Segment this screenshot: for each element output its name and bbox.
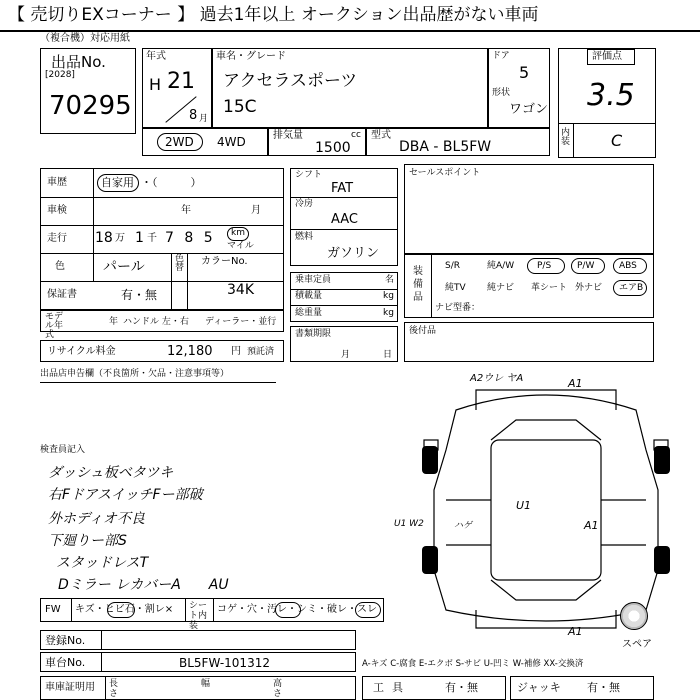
model-year-handle: ハンドル 左・右: [123, 317, 189, 327]
wheel: [422, 446, 438, 474]
seller-report-rule: [40, 382, 276, 383]
inspection-month: 月: [251, 205, 261, 216]
equipment-item: 外ナビ: [575, 283, 603, 293]
fw-row: [40, 598, 384, 631]
shift-value: FAT: [331, 181, 354, 196]
equipment-item: 純ナビ: [487, 283, 515, 293]
equipment-box: [404, 254, 654, 318]
diagram-mark: A1: [568, 625, 583, 638]
certificate-row: [40, 676, 356, 700]
mileage-man: 18: [95, 230, 113, 246]
lot-number: 70295: [49, 91, 132, 121]
doc-expiry-month: 月: [341, 350, 351, 360]
certificate-label: 車庫証明用: [45, 682, 95, 693]
spare-tire-icon: [620, 602, 648, 630]
post-install-label: 後付品: [409, 326, 437, 336]
mileage-thousand-unit: 千: [147, 233, 157, 244]
displacement-label: 排気量: [273, 130, 303, 141]
info-table: [40, 168, 284, 310]
row-line: [291, 289, 397, 290]
fw-label: FW: [45, 604, 61, 615]
tools-label: 工具: [373, 681, 411, 694]
tools-row: [362, 676, 506, 700]
diagram-mark: U1 W2: [394, 519, 424, 529]
interior-label: 内装: [561, 128, 571, 147]
row-line: [41, 253, 283, 254]
interior-divider: [573, 123, 574, 158]
trunk: [476, 610, 616, 628]
col-line: [71, 599, 72, 621]
doc-expiry-label: 書類期限: [295, 329, 332, 339]
col-line: [101, 653, 102, 671]
model-year-row: [40, 310, 284, 340]
ac-value: AAC: [331, 212, 358, 227]
col-line: [93, 253, 94, 281]
registration-row: [40, 630, 356, 650]
col-line: [105, 677, 106, 699]
capacity-table: [290, 272, 398, 322]
spec-table: [290, 168, 398, 266]
recycle-label: リサイクル料金: [47, 346, 116, 357]
col-line: [93, 169, 94, 253]
warranty-label: 保証書: [47, 289, 77, 300]
model-code-box: [366, 128, 550, 156]
equipment-label: 装備品: [413, 266, 423, 303]
col-line: [101, 631, 102, 649]
car-name: アクセラスポーツ: [223, 71, 358, 91]
doc-expiry-day: 日: [383, 350, 393, 360]
title-banner: [0, 0, 700, 32]
model-code-label: 型式: [371, 130, 391, 141]
recycle-value: 12,180: [167, 344, 213, 359]
model-year-year: 年: [109, 317, 119, 327]
model-year-label: モデル年式: [45, 312, 64, 340]
fuel-value: ガソリン: [327, 246, 380, 261]
score-value: 3.5: [587, 78, 635, 113]
diagram-mark: A1: [584, 519, 599, 532]
car-damage-diagram: [396, 370, 696, 650]
mileage-unit-km: km: [231, 228, 245, 238]
recycle-unit: 円: [231, 346, 241, 357]
wheel: [654, 546, 670, 574]
navi-label: ナビ型番：: [435, 303, 481, 313]
inspector-note: 右FドアスイッチFー部破: [48, 487, 203, 503]
history-value: 自家用: [101, 176, 134, 189]
doors-box: [488, 48, 550, 128]
inspector-label: 検査員記入: [40, 445, 86, 455]
score-label: 評価点: [592, 51, 622, 62]
body-outline: [434, 395, 658, 621]
jack-row: [510, 676, 654, 700]
history-label: 車歴: [47, 177, 67, 188]
mileage-unit-mile: マイル: [227, 241, 254, 251]
inspection-year: 年: [181, 205, 191, 216]
year-month: 8: [189, 108, 198, 123]
recycle-row: [40, 340, 284, 362]
windshield: [491, 420, 601, 440]
inspector-note: 外ホディオ不良: [48, 511, 145, 527]
post-install-box: [404, 322, 654, 362]
doc-expiry-box: [290, 326, 398, 362]
weight-label: 総重量: [295, 308, 323, 318]
certificate-c: 高さ: [273, 679, 283, 699]
equipment-item: 革シート: [531, 283, 568, 293]
wheel: [422, 546, 438, 574]
body-type-label: 形状: [492, 88, 511, 98]
drive-opt2: 4WD: [217, 135, 246, 149]
equipment-item: 純A/W: [487, 261, 515, 271]
col-line: [171, 253, 172, 309]
model-code-value: DBA - BL5FW: [399, 139, 492, 155]
recycle-note: 預託済: [247, 347, 275, 357]
equipment-item: P/W: [577, 261, 595, 271]
mileage-thousand: 1: [135, 230, 144, 246]
drive-opt1: 2WD: [165, 135, 194, 149]
doors-label: ドア: [492, 51, 510, 61]
subheader: （複合機）対応用紙: [40, 33, 130, 44]
doors-value: 5: [519, 63, 530, 82]
score-box: [558, 48, 656, 158]
inspector-note: Dミラー レカバーA AU: [58, 577, 229, 593]
fw-text: キズ・ヒビ石・割レ×: [75, 604, 174, 615]
col-line: [213, 599, 214, 621]
car-name-box: [212, 48, 488, 128]
score-label-box: [587, 49, 635, 65]
fw-sheet: シート内装: [189, 601, 208, 631]
jack-value: 有・無: [587, 681, 620, 694]
color-sub-label: 色替: [175, 254, 185, 273]
equipment-item: エアB: [619, 283, 644, 293]
certificate-b: 幅: [201, 679, 211, 689]
car-label: 車名・グレード: [216, 51, 286, 62]
mileage-man-unit: 万: [115, 233, 125, 244]
fuel-label: 燃料: [295, 232, 314, 242]
certificate-a: 長さ: [109, 679, 119, 699]
weight-unit: kg: [383, 308, 394, 318]
capacity-unit: 名: [385, 275, 395, 285]
sales-point-label: セールスポイント: [409, 168, 481, 178]
interior-value: C: [611, 131, 623, 150]
body-type-value: ワゴン: [509, 102, 549, 117]
seller-report-label: 出品店申告欄（不良箇所・欠品・注意事項等）: [40, 369, 230, 379]
mileage-rest: 7 8 5: [165, 230, 216, 246]
registration-label: 登録No.: [45, 634, 86, 647]
row-line: [291, 305, 397, 306]
displacement-value: 1500: [315, 140, 351, 156]
color-label: 色: [55, 261, 65, 272]
sales-point-box: [404, 164, 654, 254]
lot-box: [40, 48, 136, 134]
spare-label: スペア: [622, 639, 652, 650]
banner-text: 【 売切りEXコーナー 】 過去1年以上 オークション出品歴がない車両: [8, 5, 539, 25]
lot-label: 出品No.: [51, 53, 106, 71]
capacity-label: 乗車定員: [295, 275, 332, 285]
fw-text2: コゲ・穴・汚レ・シミ・破レ・スレ: [217, 604, 377, 615]
shift-label: シフト: [295, 170, 323, 180]
equipment-item: 純TV: [445, 283, 466, 293]
model-year-dealer: ディーラー・並行: [205, 317, 277, 327]
roof-outline: [491, 440, 601, 580]
diagram-mark: ハゲ: [454, 521, 473, 531]
inspection-label: 車検: [47, 205, 67, 216]
year-box: [142, 48, 212, 128]
col-line: [187, 253, 188, 309]
car-grade: 15C: [223, 97, 257, 117]
mileage-label: 走行: [47, 233, 67, 244]
history-rest: ・（ ）: [141, 176, 202, 189]
row-line: [291, 197, 397, 198]
ac-label: 冷房: [295, 199, 314, 209]
damage-legend: A-キズ C-腐食 E-エクボ S-サビ U-凹ミ W-補修 XX-交換済: [362, 659, 584, 669]
lot-tag: [2028]: [45, 70, 75, 80]
row-line: [291, 229, 397, 230]
displacement-box: [268, 128, 366, 156]
year-month-unit: 月: [199, 114, 209, 124]
displacement-unit: cc: [351, 130, 361, 140]
color-code-label: カラーNo.: [201, 256, 248, 267]
chassis-value: BL5FW-101312: [179, 656, 270, 670]
wheel: [654, 446, 670, 474]
inspector-note: 下廻りー部S: [48, 533, 127, 549]
chassis-label: 車台No.: [45, 656, 86, 669]
col-line: [185, 599, 186, 621]
equipment-item: ABS: [619, 261, 637, 271]
inspector-note: スタッドレスT: [56, 555, 149, 571]
row-line: [41, 197, 283, 198]
chassis-row: [40, 652, 356, 672]
equipment-item: S/R: [445, 261, 460, 271]
equipment-item: P/S: [537, 261, 552, 271]
warranty-value: 有・無: [121, 288, 158, 302]
year-value: 21: [167, 69, 195, 94]
diagram-mark: A1: [568, 377, 583, 390]
diagram-mark: U1: [516, 499, 532, 512]
inspector-note: ダッシュ板ベタツキ: [48, 465, 174, 481]
drive-box: [142, 128, 268, 156]
jack-label: ジャッキ: [517, 681, 561, 694]
tools-value: 有・無: [445, 681, 478, 694]
color-value: パール: [103, 259, 145, 275]
col-line: [431, 255, 432, 317]
year-era: H: [149, 75, 162, 94]
diagram-mark: A2ウレ ヤA: [470, 373, 524, 384]
year-label: 年式: [146, 51, 166, 62]
color-code: 34K: [227, 282, 254, 298]
row-line: [41, 225, 283, 226]
load-unit: kg: [383, 291, 394, 301]
rear-window: [491, 580, 601, 600]
load-label: 積載量: [295, 291, 323, 301]
